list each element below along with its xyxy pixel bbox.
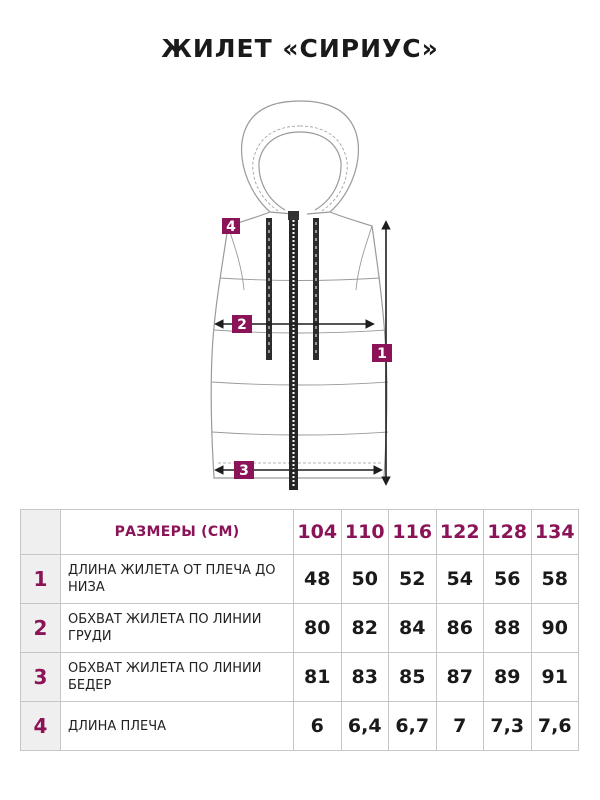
row-number: 2 [21, 604, 61, 653]
table-cell: 86 [436, 604, 484, 653]
size-header: 134 [531, 510, 579, 555]
marker-badge-2 [232, 315, 252, 333]
table-cell: 89 [484, 653, 532, 702]
table-cell: 6,4 [341, 702, 389, 751]
measure-arrows [216, 222, 386, 484]
table-cell: 52 [389, 555, 437, 604]
vest-body [211, 212, 388, 478]
table-cell: 88 [484, 604, 532, 653]
row-number: 4 [21, 702, 61, 751]
table-cell: 50 [341, 555, 389, 604]
size-header: 104 [294, 510, 342, 555]
table-row [21, 653, 579, 702]
row-label: ОБХВАТ ЖИЛЕТА ПО ЛИНИИ ГРУДИ [61, 604, 294, 653]
size-header: 110 [341, 510, 389, 555]
page-title: ЖИЛЕТ «СИРИУС» [161, 34, 439, 63]
table-cell: 91 [531, 653, 579, 702]
table-cell: 48 [294, 555, 342, 604]
table-row [21, 555, 579, 604]
table-cell: 80 [294, 604, 342, 653]
row-number: 1 [21, 555, 61, 604]
table-cell: 7,3 [484, 702, 532, 751]
svg-text:4: 4 [226, 219, 236, 235]
table-cell: 84 [389, 604, 437, 653]
table-cell: 56 [484, 555, 532, 604]
table-header-row [21, 510, 579, 555]
row-label: ОБХВАТ ЖИЛЕТА ПО ЛИНИИ БЕДЕР [61, 653, 294, 702]
table-cell: 58 [531, 555, 579, 604]
marker-badge-4 [222, 218, 240, 235]
table-cell: 82 [341, 604, 389, 653]
table-cell: 6 [294, 702, 342, 751]
table-cell: 7,6 [531, 702, 579, 751]
table-corner-cell [21, 510, 61, 555]
row-label: ДЛИНА ЖИЛЕТА ОТ ПЛЕЧА ДО НИЗА [61, 555, 294, 604]
size-header: 122 [436, 510, 484, 555]
marker-badge-1 [372, 344, 392, 362]
table-cell: 54 [436, 555, 484, 604]
table-cell: 81 [294, 653, 342, 702]
zipper [288, 211, 299, 490]
row-number: 3 [21, 653, 61, 702]
table-row [21, 702, 579, 751]
table-row [21, 604, 579, 653]
row-label: ДЛИНА ПЛЕЧА [61, 702, 294, 751]
size-header: 116 [389, 510, 437, 555]
svg-text:3: 3 [239, 463, 249, 479]
table-cell: 6,7 [389, 702, 437, 751]
table-cell: 85 [389, 653, 437, 702]
size-table [20, 509, 579, 751]
table-cell: 83 [341, 653, 389, 702]
hood [242, 101, 359, 214]
table-cell: 7 [436, 702, 484, 751]
svg-text:2: 2 [237, 317, 247, 333]
sizes-header-label: РАЗМЕРЫ (СМ) [61, 510, 294, 555]
marker-badge-3 [234, 461, 254, 479]
table-cell: 90 [531, 604, 579, 653]
svg-text:1: 1 [377, 346, 387, 362]
table-cell: 87 [436, 653, 484, 702]
size-header: 128 [484, 510, 532, 555]
